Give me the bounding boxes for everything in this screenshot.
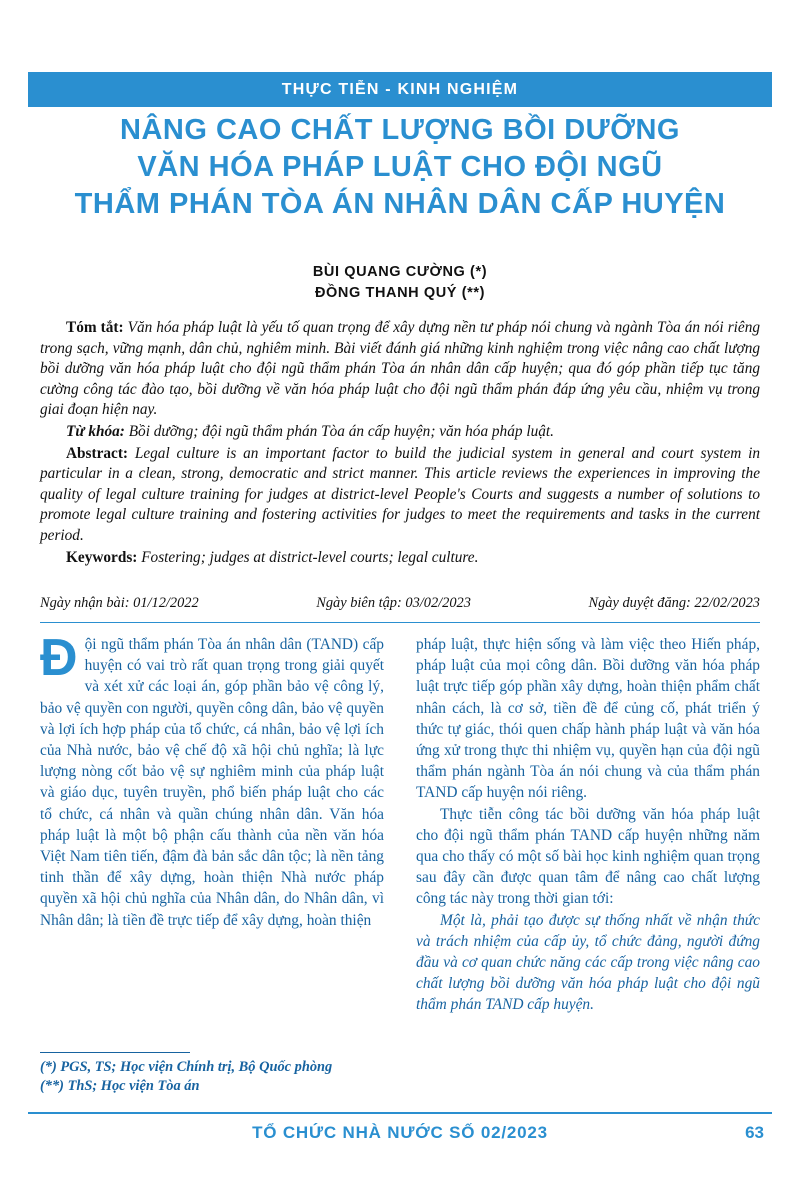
abstract-vietnamese-text: Văn hóa pháp luật là yếu tố quan trọng để xây dựng nền tư pháp nói chung và ngành Tòa án nói riêng trong sạch, vững mạnh, dân chủ, nghiêm minh. Bài viết đánh giá những kinh nghiệm trong việc nâng cao chất lượng bồi dưỡng văn hóa pháp luật cho đội ngũ thẩm phán Tòa án nhân dân cấp huyện; qua đó góp phần tiếp tục tăng cường công tác đào tạo, bồi dưỡng về văn hóa pháp luật cho đội ngũ thẩm phán đáp ứng yêu cầu, nhiệm vụ trong giai đoạn hiện nay.	[40, 319, 760, 419]
journal-name: TỔ CHỨC NHÀ NƯỚC SỐ 02/2023	[252, 1123, 548, 1142]
page-footer	[28, 1120, 772, 1150]
author-name-secondary: ĐỒNG THANH QUÝ (**)	[314, 285, 486, 301]
article-title-line-2: VĂN HÓA PHÁP LUẬT CHO ĐỘI NGŨ	[137, 151, 663, 183]
footnote-1: (*) PGS, TS; Học viện Chính trị, Bộ Quốc phòng	[40, 1059, 333, 1075]
article-title-line-3: THẨM PHÁN TÒA ÁN NHÂN DÂN CẤP HUYỆN	[74, 188, 726, 220]
article-title-line-1: NÂNG CAO CHẤT LƯỢNG BỒI DƯỠNG	[120, 114, 680, 146]
body-paragraph-right-1: pháp luật, thực hiện sống và làm việc theo Hiến pháp, pháp luật của mọi công dân. Bồi dưỡng văn hóa pháp luật trực tiếp góp phần xây dựng, hoàn thiện phẩm chất nhân cách, là cơ sở, tiền đề để củng cố, phát triển ý thức tự giác, thói quen chấp hành pháp luật và văn hóa ứng xử trong thực thi nhiệm vụ, quyền hạn của đội ngũ thẩm phán ngành Tòa án nói chung và của thẩm phán TAND cấp huyện nói riêng.	[416, 636, 760, 802]
keywords-english	[40, 548, 760, 569]
abstract-english-text: Legal culture is an important factor to build the judicial system in general and court system in particular in a clean, strong, democratic and strict manner. This article reviews the experiences in improving the quality of legal culture training for judges at district-level People's Courts and suggests a number of solutions to promote legal culture training and fostering activities for judges to meet the requirements and tasks in the current period.	[40, 444, 760, 544]
body-paragraph-right-2: Thực tiễn công tác bồi dưỡng văn hóa pháp luật cho đội ngũ thẩm phán TAND cấp huyện những năm qua cho thấy có một số bài học kinh nghiệm quan trọng sau đây cần được quan tâm để nâng cao chất lượng công tác này trong thời gian tới:	[416, 805, 760, 908]
footnote-divider	[40, 1052, 190, 1053]
body-column-right	[416, 634, 760, 1016]
keywords-english-text: Fostering; judges at district-level courts; legal culture.	[137, 548, 479, 566]
header-divider	[40, 622, 760, 623]
publication-dates	[40, 595, 760, 612]
footnote-2: (**) ThS; Học viện Tòa án	[40, 1078, 200, 1094]
article-body	[40, 629, 760, 1046]
date-received: Ngày nhận bài: 01/12/2022	[40, 595, 199, 611]
section-banner	[28, 72, 772, 107]
body-paragraph-left-1-text: ội ngũ thẩm phán Tòa án nhân dân (TAND) cấp huyện có vai trò rất quan trọng trong giải quyết và xét xử các loại án, góp phần bảo vệ công lý, bảo vệ quyền con người, quyền công dân, bảo vệ quyền và lợi ích hợp pháp của tổ chức, cá nhân, bảo vệ lợi ích của Nhà nước, bảo vệ chế độ xã hội chủ nghĩa; là lực lượng nòng cốt bảo vệ sự nghiêm minh của pháp luật và giáo dục, tuyên truyền, phổ biến pháp luật cho các tổ chức, cá nhân và quần chúng nhân dân. Văn hóa pháp luật là một bộ phận cấu thành của nền văn hóa Việt Nam tiên tiến, đậm đà bản sắc dân tộc; là nền tảng tinh thần để xây dựng, hoàn thiện Nhà nước pháp quyền xã hội chủ nghĩa của Nhân dân, do Nhân dân, vì Nhân dân; là tiền đề trực tiếp để xây dựng, hoàn thiện	[40, 636, 384, 929]
abstract-vietnamese	[40, 318, 760, 421]
drop-cap: Đ	[40, 629, 78, 687]
body-paragraph-left-1	[40, 629, 384, 931]
date-approved: Ngày duyệt đăng: 22/02/2023	[588, 595, 760, 611]
keywords-vietnamese-label: Từ khóa:	[66, 422, 125, 440]
footer-divider	[28, 1112, 772, 1114]
body-column-left	[40, 629, 384, 931]
abstract-vietnamese-label: Tóm tắt:	[66, 319, 124, 336]
body-paragraph-right-3: Một là, phải tạo được sự thống nhất về nhận thức và trách nhiệm của cấp ủy, tổ chức đảng, người đứng đầu và cơ quan chức năng các cấp trong việc nâng cao chất lượng bồi dưỡng văn hóa pháp luật cho đội ngũ thẩm phán TAND cấp huyện.	[416, 911, 760, 1014]
keywords-english-label: Keywords:	[66, 548, 138, 566]
abstract-english	[40, 444, 760, 547]
keywords-vietnamese	[40, 422, 760, 443]
keywords-vietnamese-text: Bồi dưỡng; đội ngũ thẩm phán Tòa án cấp huyện; văn hóa pháp luật.	[124, 422, 554, 440]
article-title	[28, 112, 772, 223]
abstract-english-label: Abstract:	[66, 444, 129, 462]
page-number: 63	[745, 1123, 764, 1142]
date-edited: Ngày biên tập: 03/02/2023	[316, 595, 471, 611]
abstract-block	[40, 318, 760, 569]
footnotes-block	[40, 1052, 392, 1096]
section-banner-label: THỰC TIỄN - KINH NGHIỆM	[281, 81, 519, 98]
author-list	[28, 262, 772, 304]
author-name-primary: BÙI QUANG CƯỜNG (*)	[312, 264, 488, 280]
